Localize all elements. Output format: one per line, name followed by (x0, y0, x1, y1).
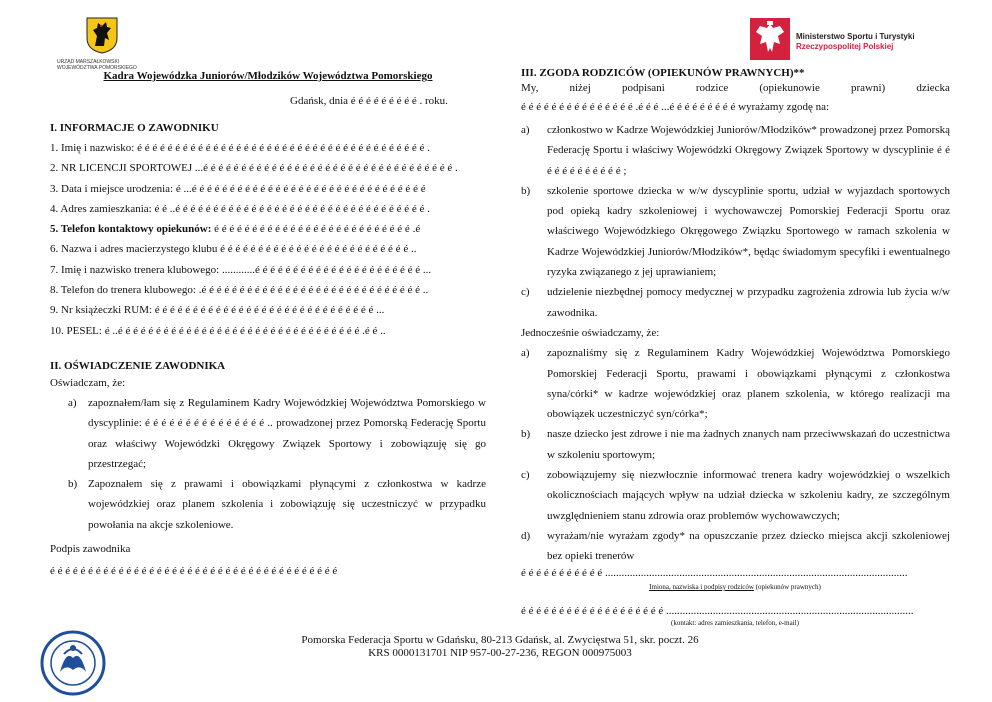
section2-title: II. OŚWIADCZENIE ZAWODNIKA (50, 360, 226, 372)
place-date-field: Gdańsk, dnia é é é é é é é é é . roku. (290, 95, 448, 107)
field-license: 2. NR LICENCJI SPORTOWEJ ...é é é é é é é é é é é é é é é é é é é é é é é é é é é é é é é é é . (50, 162, 458, 175)
parent-declaration-b: b) nasze dziecko jest zdrowe i nie ma żadnych znanych nam przeciwwskazań do uczestnictwa w szkoleniu sportowym; (521, 428, 950, 461)
consent-item-c: c) udzielenie niezbędnej pomocy medycznej w przypadku zagrożenia zdrowia lub życia w/w zawodnika. (521, 286, 950, 319)
player-info-fields (50, 138, 490, 341)
contact-caption: (kontakt: adres zamieszkania, telefon, e-mail) (671, 619, 799, 627)
section1-title: I. INFORMACJE O ZAWODNIKU (50, 122, 219, 134)
parent-declaration-list (521, 343, 950, 566)
also-declare-intro: Jednocześnie oświadczamy, że: (521, 326, 660, 339)
consent-list (521, 120, 950, 323)
section3-title: III. ZGODA RODZICÓW (OPIEKUNÓW PRAWNYCH)** (521, 67, 805, 79)
consent-item-b: b) szkolenie sportowe dziecka w w/w dyscyplinie sportu, udział w wyjazdach sportowych pod opieką kadry szkoleniowej i wychowawczej Pomorskiej Federacji Sportu oraz właściwego Wojewódzkiego Okręgowego Związku Sportowego w ramach szkolenia w Kadrze Wojewódzkiej Juniorów/Młodzików*, będąc świadomym specyfiki i ewentualnego ryzyka związanego z jej uprawianiem; (521, 184, 950, 279)
player-declare-intro: Oświadczam, że: (50, 377, 126, 389)
field-coach-phone: 8. Telefon do trenera klubowego: .é é é é é é é é é é é é é é é é é é é é é é é é é é é é é .. (50, 284, 429, 297)
parent-declaration-d: d) wyrażam/nie wyrażam zgody* na opuszczanie przez dziecko miejsca akcji szkoleniowej bez opieki trenerów (521, 529, 950, 563)
ministry-name-line1: Ministerstwo Sportu i Turystyki (796, 32, 915, 41)
pomorska-federacja-sportu-logo-icon (40, 630, 106, 696)
pomeranian-griffin-crest-icon (85, 16, 119, 54)
field-pesel: 10. PESEL: é ..é é é é é é é é é é é é é é é é é é é é é é é é é é é é é é é é .é é .. (50, 324, 386, 337)
ministry-logo (750, 18, 960, 60)
player-declaration-b: b) Zapoznałem się z prawami i obowiązkami płynącymi z członkostwa w kadrze wojewódzkiej oraz planem szkolenia i zobowiązuję się uczestniczyć w przypadku powołania na akcje szkoleniowe. (68, 478, 486, 531)
parent-declaration-a: a) zapoznaliśmy się z Regulaminem Kadry Wojewódzkiej Województwa Pomorskiego Pomorskiej Federacji Sportu, prawami i obowiązkami płynącymi z członkostwa syna/córki* w kadrze wojewódzkiej oraz planem szkolenia, w którego realizacji ma obowiązek uczestniczyć syn/córka*; (521, 347, 950, 421)
left-logo-text-line2: WOJEWÓDZTWA POMORSKIEGO (57, 65, 137, 71)
player-declaration-a: a) zapoznałem/łam się z Regulaminem Kadry Wojewódzkiej Województwa Pomorskiego w dyscyplinie: é é é é é é é é é é é é é é é .. prowadzonej przez Pomorską Federację Sportu oraz właściwy Wojewódzki Okręgowy Związek Sportowy i zobowiązuję się go przestrzegać; (68, 397, 486, 470)
parents-signature-line: é é é é é é é é é é é .............................................................................................................. (521, 567, 908, 579)
field-address: 4. Adres zamieszkania: é é ..é é é é é é é é é é é é é é é é é é é é é é é é é é é é é é é é é . (50, 202, 430, 215)
consent-item-a: a) członkostwo w Kadrze Wojewódzkiej Juniorów/Młodzików* prowadzonej przez Pomorską Federację Sportu i właściwy Wojewódzki Okręgowy Związek Sportowy w dyscyplinie é é é é é é é é é é é é ; (521, 124, 950, 177)
parents-consent-column (521, 66, 950, 567)
consent-intro-line2: é é é é é é é é é é é é é é é .é é é ...é é é é é é é é é wyrażamy zgodę na: (521, 101, 830, 113)
left-logo-text-line1: URZĄD MARSZAŁKOWSKI (57, 59, 120, 65)
field-rum: 9. Nr książeczki RUM: é é é é é é é é é é é é é é é é é é é é é é é é é é é é é ... (50, 304, 385, 317)
field-coach-name: 7. Imię i nazwisko trenera klubowego: ............é é é é é é é é é é é é é é é é é é é é é é ... (50, 263, 432, 276)
footer-line1: Pomorska Federacja Sportu w Gdańsku, 80-213 Gdańsk, al. Zwycięstwa 51, skr. poczt. 26 (301, 634, 699, 646)
field-name: 1. Imię i nazwisko: é é é é é é é é é é é é é é é é é é é é é é é é é é é é é é é é é é é é é é . (50, 142, 430, 154)
player-signature-label: Podpis zawodnika (50, 543, 131, 555)
footer-line2: KRS 0000131701 NIP 957-00-27-236, REGON 000975003 (368, 647, 632, 659)
parents-signature-caption: Imiona, nazwiska i podpisy rodziców (opiekunów prawnych) (649, 583, 821, 591)
consent-intro-line1: My, niżej podpisani rodzice (opiekunowie prawni) dziecka (521, 82, 950, 94)
footer-address (200, 634, 800, 660)
parent-declaration-c: c) zobowiązujemy się niezwłocznie informować trenera kadry wojewódzkiej o wszelkich okolicznościach mających wpływ na udział dziecka w szkoleniu kadry, ze szczególnym uwzględnieniem stanu zdrowia oraz problemów wychowawczych; (521, 469, 950, 522)
player-signature-line: é é é é é é é é é é é é é é é é é é é é é é é é é é é é é é é é é é é é é é (50, 565, 338, 577)
player-declaration-list (68, 393, 486, 535)
urzad-marszalkowski-logo (52, 16, 152, 71)
field-guardian-phone: 5. Telefon kontaktowy opiekunów: é é é é é é é é é é é é é é é é é é é é é é é é é é .é (50, 223, 421, 236)
ministry-name-line2: Rzeczypospolitej Polskiej (796, 42, 894, 51)
field-birth: 3. Data i miejsce urodzenia: é ...é é é é é é é é é é é é é é é é é é é é é é é é é é é é é é é (50, 182, 426, 195)
field-club: 6. Nazwa i adres macierzystego klubu é é é é é é é é é é é é é é é é é é é é é é é é é .. (50, 243, 417, 256)
document-title: Kadra Wojewódzka Juniorów/Młodzików Województwa Pomorskiego (103, 70, 433, 82)
polish-eagle-icon (750, 18, 790, 60)
contact-line: é é é é é é é é é é é é é é é é é é é .......................................................................................... (521, 605, 914, 617)
